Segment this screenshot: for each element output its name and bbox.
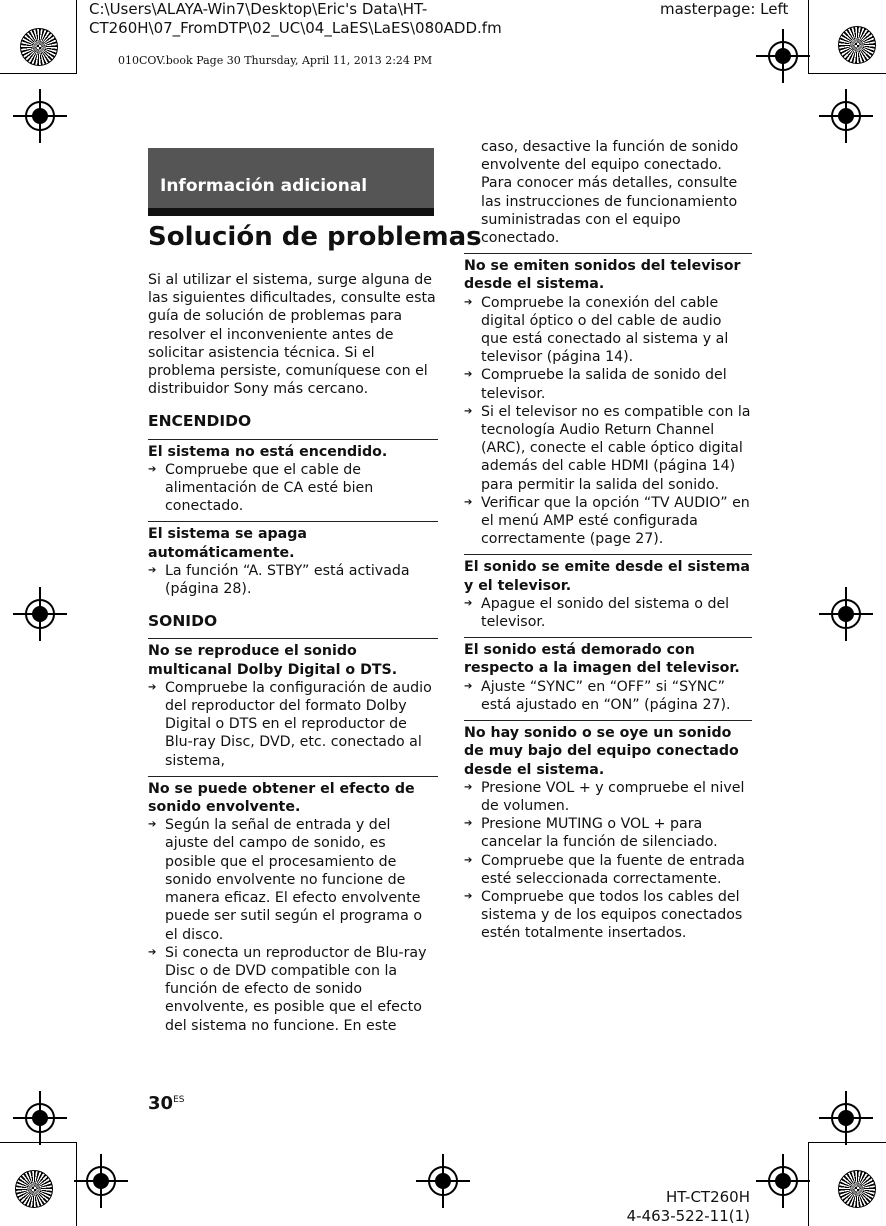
right-column xyxy=(464,138,752,943)
solution-item: ➔ Ajuste “SYNC” en “OFF” si “SYNC” está ajustado en “ON” (página 27). xyxy=(464,678,752,714)
crop-mark xyxy=(76,0,77,74)
model-info xyxy=(627,1188,750,1226)
registration-target-icon xyxy=(831,101,861,131)
page-number: $30^{ES}$ xyxy=(148,1093,185,1114)
page-suffix: ES xyxy=(173,1095,185,1105)
problem-heading: El sonido está demorado con respecto a la imagen del televisor. xyxy=(464,637,752,677)
crop-mark xyxy=(808,1142,886,1143)
problem-heading: No se emiten sonidos del televisor desde el sistema. xyxy=(464,253,752,293)
solution-item: ➔ Compruebe la salida de sonido del televisor. xyxy=(464,366,752,402)
registration-target-icon xyxy=(831,1103,861,1133)
color-wheel-icon xyxy=(15,1170,53,1208)
problem-heading: El sistema no está encendido. xyxy=(148,439,438,461)
registration-target-icon xyxy=(25,101,55,131)
color-wheel-icon xyxy=(20,28,58,66)
category-heading: ENCENDIDO xyxy=(148,412,252,431)
crop-mark xyxy=(808,0,809,74)
problem-heading: No hay sonido o se oye un sonido de muy bajo del equipo conectado desde el sistema. xyxy=(464,720,752,779)
left-column xyxy=(148,271,438,1035)
page-title: Solución de problemas xyxy=(148,222,482,252)
intro-paragraph: Si al utilizar el sistema, surge alguna de las siguientes dificultades, consulte esta guía de solución de problemas para resolver el inconveniente antes de solicitar asistencia técnica. Si el problema persiste, comuníquese con el distribuidor Sony más cercano. xyxy=(148,272,436,398)
problem-heading: El sonido se emite desde el sistema y el televisor. xyxy=(464,554,752,594)
registration-target-icon xyxy=(768,1166,798,1196)
solution-item: ➔ La función “A. STBY” está activada (página 28). xyxy=(148,562,438,598)
model-name: HT-CT260H xyxy=(665,1188,750,1206)
section-label: Información adicional xyxy=(160,176,368,196)
crop-mark xyxy=(0,1142,76,1143)
problem-heading: El sistema se apaga automáticamente. xyxy=(148,521,438,561)
solution-item: ➔ Presione MUTING o VOL + para cancelar la función de silenciado. xyxy=(464,815,752,851)
crop-mark xyxy=(808,1142,809,1226)
registration-target-icon xyxy=(768,41,798,71)
problem-heading: No se puede obtener el efecto de sonido envolvente. xyxy=(148,776,438,816)
section-rule xyxy=(148,208,434,216)
solution-item: ➔ Según la señal de entrada y del ajuste del campo de sonido, es posible que el procesamiento de sonido envolvente no funcione de manera eficaz. El efecto envolvente puede ser sutil según el programa o el disco. xyxy=(148,816,438,943)
solution-item: ➔ Compruebe la configuración de audio del reproductor del formato Dolby Digital o DTS en el reproductor de Blu-ray Disc, DVD, etc. conectado al sistema, xyxy=(148,679,438,770)
part-number: 4-463-522-11(1) xyxy=(626,1207,750,1225)
solution-item: ➔ Compruebe que el cable de alimentación de CA esté bien conectado. xyxy=(148,461,438,516)
section-header xyxy=(148,148,434,208)
solution-item: ➔ Compruebe que todos los cables del sistema y de los equipos conectados estén totalmente insertados. xyxy=(464,888,752,943)
crop-mark xyxy=(808,73,886,74)
continued-text: caso, desactive la función de sonido envolvente del equipo conectado. Para conocer más detalles, consulte las instrucciones de funcionamiento suministradas con el equipo conectado. xyxy=(481,139,739,247)
registration-target-icon xyxy=(25,1103,55,1133)
problem-heading: No se reproduce el sonido multicanal Dolby Digital o DTS. xyxy=(148,638,438,678)
solution-item: ➔ Presione VOL + y compruebe el nivel de volumen. xyxy=(464,779,752,815)
solution-item: ➔ Si conecta un reproductor de Blu-ray Disc o de DVD compatible con la función de efecto de sonido envolvente, es posible que el efecto del sistema no funcione. En este xyxy=(148,944,438,1035)
solution-item: ➔ Compruebe que la fuente de entrada esté seleccionada correctamente. xyxy=(464,852,752,888)
solution-item: ➔ Si el televisor no es compatible con la tecnología Audio Return Channel (ARC), conecte el cable óptico digital además del cable HDMI (página 14) para permitir la salida del sonido. xyxy=(464,403,752,494)
crop-mark xyxy=(76,1142,77,1226)
color-wheel-icon xyxy=(838,26,876,64)
registration-target-icon xyxy=(428,1166,458,1196)
solution-item: ➔ Verificar que la opción “TV AUDIO” en el menú AMP esté configurada correctamente (page 27). xyxy=(464,494,752,549)
color-wheel-icon xyxy=(838,1170,876,1208)
category-heading: SONIDO xyxy=(148,612,218,631)
book-info: 010COV.book Page 30 Thursday, April 11, 2013 2:24 PM xyxy=(118,54,433,67)
registration-target-icon xyxy=(86,1166,116,1196)
file-path: C:\Users\ALAYA-Win7\Desktop\Eric's Data\HT-CT260H\07_FromDTP\02_UC\04_LaES\LaES\080ADD.fm xyxy=(89,0,502,37)
crop-mark xyxy=(0,73,76,74)
registration-target-icon xyxy=(25,599,55,629)
solution-item: ➔ Compruebe la conexión del cable digital óptico o del cable de audio que está conectado al sistema y al televisor (página 14). xyxy=(464,294,752,367)
masterpage-label: masterpage: Left xyxy=(660,0,789,18)
registration-target-icon xyxy=(831,599,861,629)
solution-item: ➔ Apague el sonido del sistema o del televisor. xyxy=(464,595,752,631)
